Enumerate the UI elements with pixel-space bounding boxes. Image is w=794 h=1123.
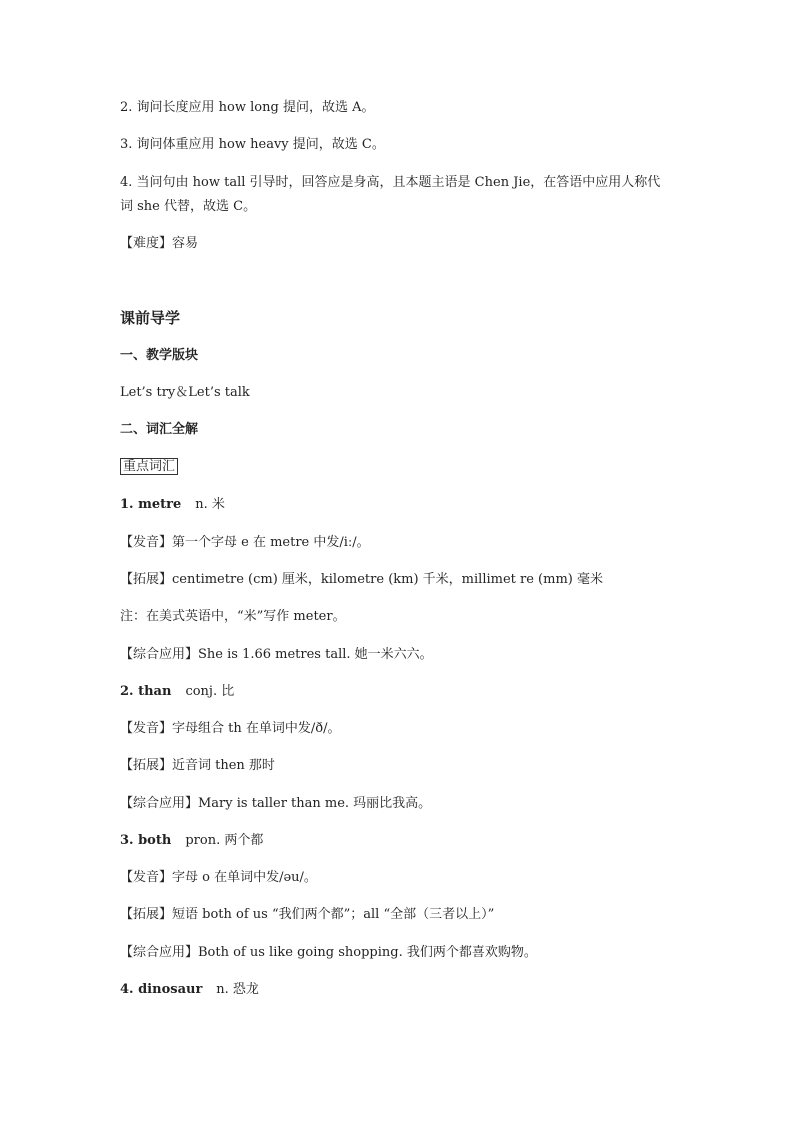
word-pos: pron. 两个都 — [185, 833, 264, 848]
subsection-teaching-module: 一、教学版块 — [120, 348, 199, 363]
answer-explanation-4-line1: 4. 当问句由 how tall 引导时，回答应是身高，且本题主语是 Chen Jie，在答语中应用人称代 — [120, 175, 661, 190]
answer-explanation-3: 3. 询问体重应用 how heavy 提问，故选 C。 — [120, 137, 385, 152]
answer-explanation-4-line2: 词 she 代替，故选 C。 — [120, 199, 257, 214]
word-detail-line: 【发音】第一个字母 e 在 metre 中发/iː/。 — [120, 535, 370, 550]
word-pos: n. 米 — [195, 497, 225, 512]
teaching-module-text: Let’s try＆Let’s talk — [120, 385, 250, 400]
word-headword: 1. metre — [120, 497, 182, 512]
word-detail-line: 【拓展】centimetre (cm) 厘米，kilometre (km) 千米，millimet re (mm) 毫米 — [120, 572, 603, 587]
word-entry-heading — [120, 683, 234, 701]
word-detail-line: 【综合应用】Both of us like going shopping. 我们两个都喜欢购物。 — [120, 945, 537, 960]
subsection-vocabulary: 二、词汇全解 — [120, 422, 199, 437]
word-headword: 2. than — [120, 684, 172, 699]
word-headword: 3. both — [120, 833, 172, 848]
word-pos: n. 恐龙 — [216, 982, 259, 997]
word-detail-line: 【综合应用】Mary is taller than me. 玛丽比我高。 — [120, 796, 432, 811]
key-vocab-label: 重点词汇 — [120, 458, 178, 475]
answer-explanation-2: 2. 询问长度应用 how long 提问，故选 A。 — [120, 100, 375, 115]
word-entry-heading — [120, 496, 225, 514]
key-vocab-label-wrap — [120, 458, 178, 476]
difficulty-note: 【难度】容易 — [120, 236, 199, 251]
word-entry-heading — [120, 981, 259, 999]
word-entry-heading — [120, 832, 263, 850]
section-title: 课前导学 — [120, 309, 181, 327]
word-detail-line: 【综合应用】She is 1.66 metres tall. 她一米六六。 — [120, 647, 433, 662]
word-detail-line: 注：在美式英语中，“米”写作 meter。 — [120, 609, 346, 624]
word-detail-line: 【发音】字母组合 th 在单词中发/ð/。 — [120, 721, 341, 736]
word-detail-line: 【发音】字母 o 在单词中发/əu/。 — [120, 870, 317, 885]
word-pos: conj. 比 — [185, 684, 235, 699]
word-detail-line: 【拓展】短语 both of us “我们两个都”；all “全部（三者以上）” — [120, 907, 495, 922]
word-headword: 4. dinosaur — [120, 982, 203, 997]
word-detail-line: 【拓展】近音词 then 那时 — [120, 758, 275, 773]
